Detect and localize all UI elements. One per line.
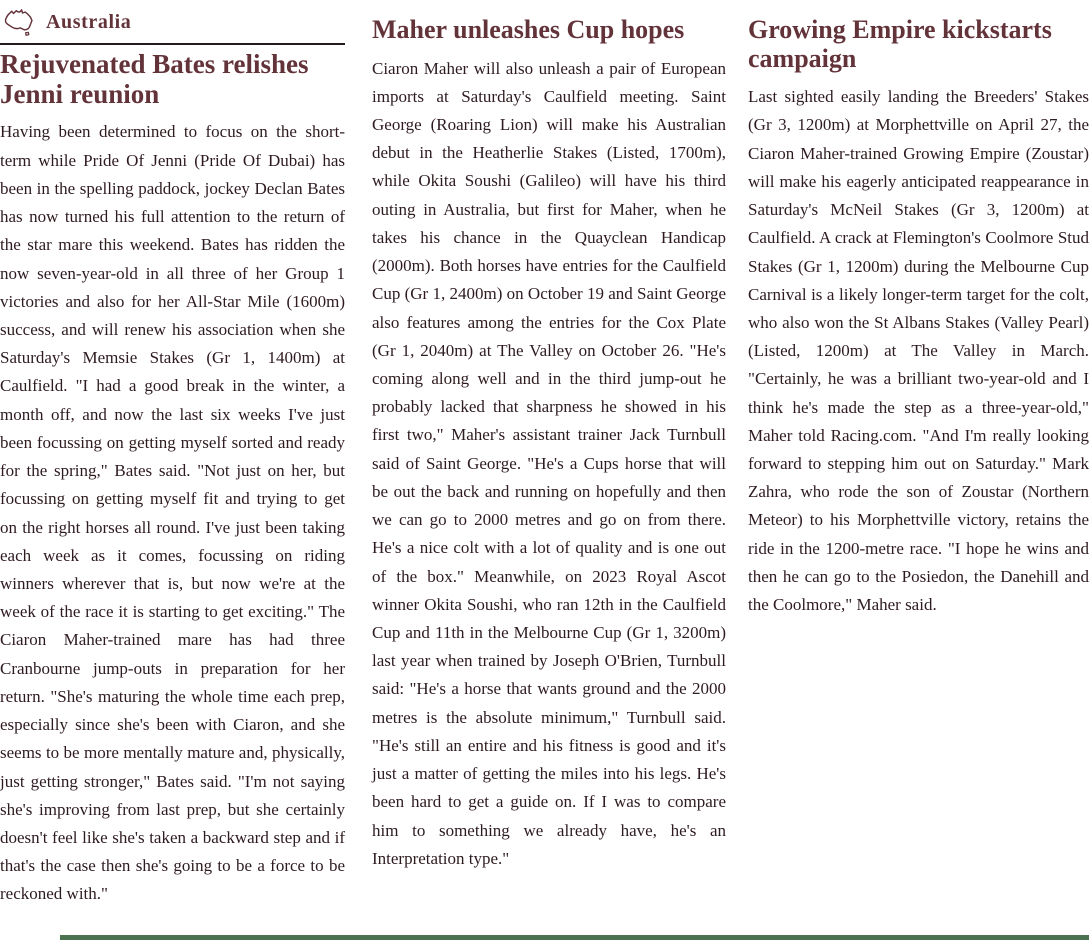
article-column-1 <box>0 0 345 909</box>
section-header <box>0 4 345 40</box>
section-label: Australia <box>46 10 132 33</box>
article-body-2: Ciaron Maher will also unleash a pair of European imports at Saturday's Caulfield meeting. Saint George (Roaring Lion) will make his Australian debut in the Heatherlie Stakes (Listed, 1700m), while Okita Soushi (Galileo) will have his third outing in Australia, but first for Maher, when he takes his chance in the Quayclean Handicap (2000m). Both horses have entries for the Caulfield Cup (Gr 1, 2400m) on October 19 and Saint George also features among the entries for the Cox Plate (Gr 1, 2040m) at The Valley on October 26. "He's coming along well and in the third jump-out he probably lacked that sharpness he showed in his first two," Maher's assistant trainer Jack Turnbull said of Saint George. "He's a Cups horse that will be out the back and running on hopefully and then we can go to 2000 metres and go on from there. He's a nice colt with a lot of quality and is one out of the box." Meanwhile, on 2023 Royal Ascot winner Okita Soushi, who ran 12th in the Caulfield Cup and 11th in the Melbourne Cup (Gr 1, 3200m) last year when trained by Joseph O'Brien, Turnbull said: "He's a horse that wants ground and the 2000 metres is the absolute minimum," Turnbull said. "He's still an entire and his fitness is good and it's just a matter of getting the miles into his legs. He's been hard to get a guide on. If I was to compare him to something we already have, he's an Interpretation type." <box>372 58 726 868</box>
article-title-1: Rejuvenated Bates relishes Jenni reunion <box>0 49 309 110</box>
article-column-3 <box>748 0 1089 619</box>
australia-map-icon <box>0 7 36 37</box>
bottom-page-bar <box>60 935 1089 940</box>
article-body-3: Last sighted easily landing the Breeders' Stakes (Gr 3, 1200m) at Morphettville on April 27, the Ciaron Maher-trained Growing Empire (Zoustar) will make his eagerly anticipated reappearance in Saturday's McNeil Stakes (Gr 3, 1200m) at Caulfield. A crack at Flemington's Coolmore Stud Stakes (Gr 1, 1200m) during the Melbourne Cup Carnival is a likely longer-term target for the colt, who also won the St Albans Stakes (Valley Pearl) (Listed, 1200m) at The Valley in March. "Certainly, he was a brilliant two-year-old and I think he's made the step as a three-year-old," Maher told Racing.com. "And I'm really looking forward to stepping him out on Saturday." Mark Zahra, who rode the son of Zoustar (Northern Meteor) to his Morphettville victory, retains the ride in the 1200-metre race. "I hope he wins and then he can go to the Posiedon, the Danehill and the Coolmore," Maher said. <box>748 87 1089 615</box>
article-title-2: Maher unleashes Cup hopes <box>372 15 685 44</box>
article-body-1: Having been determined to focus on the short-term while Pride Of Jenni (Pride Of Dubai) has been in the spelling paddock, jockey Declan Bates has now turned his full attention to the return of the star mare this weekend. Bates has ridden the now seven-year-old in all three of her Group 1 victories and also for her All-Star Mile (1600m) success, and will renew his association when she Saturday's Memsie Stakes (Gr 1, 1400m) at Caulfield. "I had a good break in the winter, a month off, and now the last six weeks I've just been focussing on getting myself sorted and ready for the spring," Bates said. "Not just on her, but focussing on getting myself fit and trying to get on the right horses all round. I've just been taking each week as it comes, focussing on riding winners wherever that is, but now we're at the week of the race it is starting to get exciting." The Ciaron Maher-trained mare has had three Cranbourne jump-outs in preparation for her return. "She's maturing the whole time each prep, especially since she's been with Ciaron, and she seems to be more mentally mature and, physically, just getting stronger," Bates said. "I'm not saying she's improving from last prep, but she certainly doesn't feel like she's taken a backward step and if that's the case then she's going to be a force to be reckoned with." <box>0 122 345 904</box>
article-title-3: Growing Empire kickstarts campaign <box>748 15 1052 73</box>
article-column-2 <box>372 0 726 873</box>
section-divider <box>0 43 345 45</box>
